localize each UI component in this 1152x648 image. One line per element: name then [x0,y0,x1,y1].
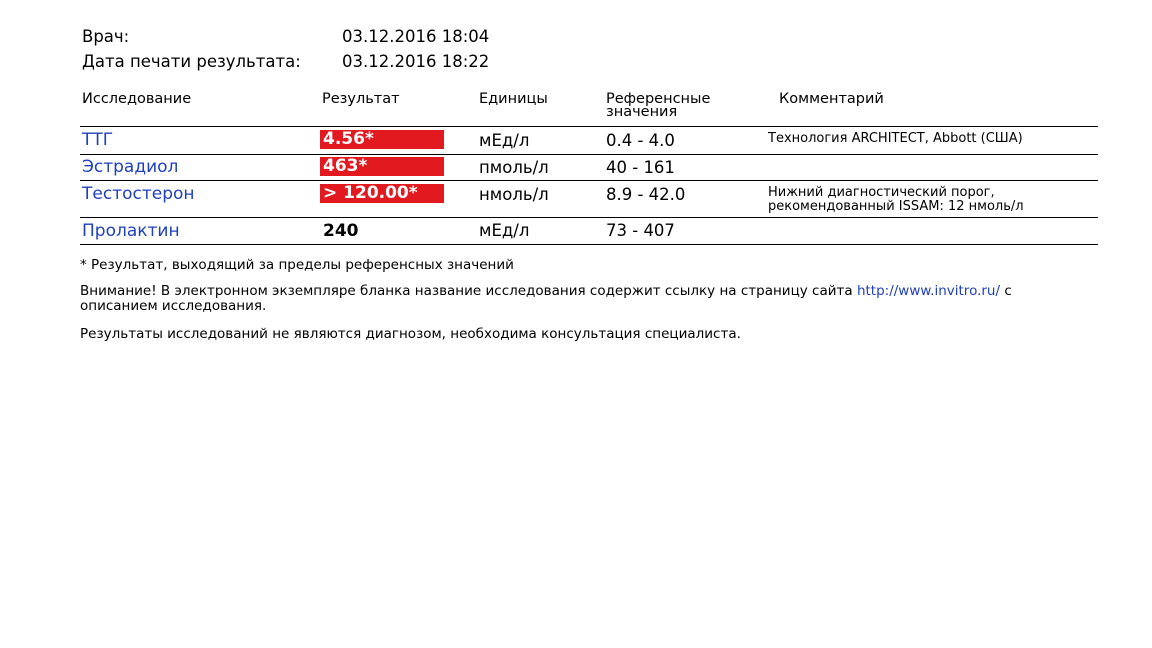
attention-note [80,284,1070,314]
table-bottom-rule [80,244,1098,245]
header-reference-line2: значения [606,104,678,120]
footnote: * Результат, выходящий за пределы референсных значений [80,257,514,273]
header-units: Единицы [479,91,548,107]
units-prolactin: мЕд/л [479,221,530,240]
print-date-value: 03.12.2016 18:22 [342,52,490,71]
units-testosterone: нмоль/л [479,185,549,204]
row-divider [80,154,1098,155]
study-link-estradiol[interactable]: Эстрадиол [82,157,179,177]
disclaimer: Результаты исследований не являются диагнозом, необходима консультация специалиста. [80,326,741,342]
header-reference [606,91,710,120]
attention-text: Внимание! В электронном экземпляре бланка название исследования содержит ссылку на страницу сайта [80,283,857,299]
result-badge-estradiol: 463* [320,157,444,176]
comment-testosterone [768,186,1024,214]
header-result: Результат [322,91,400,107]
result-value-prolactin: 240 [323,221,359,241]
units-estradiol: пмоль/л [479,158,549,177]
units-ttg: мЕд/л [479,131,530,150]
comment-testosterone-line2: рекомендованный ISSAM: 12 нмоль/л [768,199,1024,214]
study-link-testosterone[interactable]: Тестостерон [82,184,195,204]
print-date-label: Дата печати результата: [82,52,301,71]
study-link-ttg[interactable]: ТТГ [82,130,114,150]
header-reference-line1: Референсные [606,91,711,107]
reference-estradiol: 40 - 161 [606,158,675,177]
comment-testosterone-line1: Нижний диагностический порог, [768,185,995,200]
doctor-value: 03.12.2016 18:04 [342,27,490,46]
header-study: Исследование [82,91,192,107]
study-link-prolactin[interactable]: Пролактин [82,221,180,241]
invitro-link[interactable]: http://www.invitro.ru/ [856,283,1001,299]
reference-prolactin: 73 - 407 [606,221,675,240]
row-divider [80,217,1098,218]
attention-text-end: с описанием исследования. [80,283,1012,314]
table-rule [80,126,1098,127]
header-comment: Комментарий [779,91,884,107]
result-badge-testosterone: > 120.00* [320,184,444,203]
reference-ttg: 0.4 - 4.0 [606,131,675,150]
result-badge-ttg: 4.56* [320,130,444,149]
doctor-label: Врач: [82,27,130,46]
comment-ttg: Технология ARCHITECT, Abbott (США) [768,131,1023,146]
row-divider [80,180,1098,181]
reference-testosterone: 8.9 - 42.0 [606,185,686,204]
